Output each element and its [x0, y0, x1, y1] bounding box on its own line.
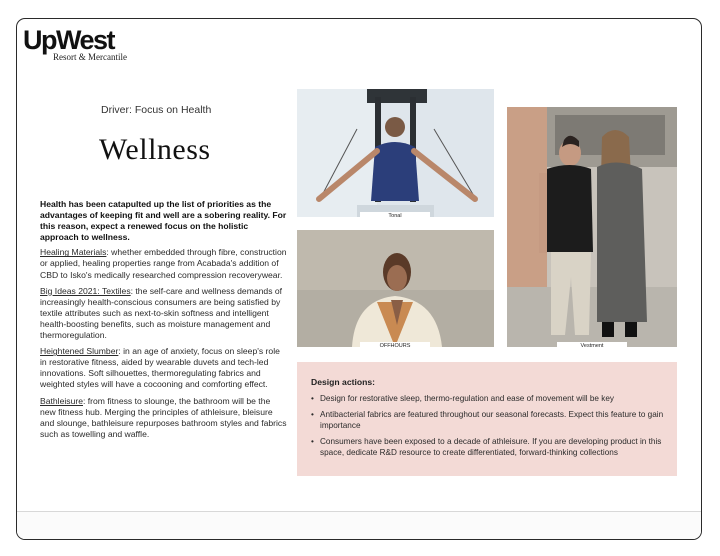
brand-name: UpWest [23, 25, 115, 55]
term-bathleisure: Bathleisure [40, 395, 83, 406]
paragraph-healing-materials [40, 247, 288, 280]
paragraph-heightened-slumber [40, 346, 288, 390]
term-heightened-slumber: Heightened Slumber [40, 346, 119, 357]
text-bathleisure: : from fitness to slounge, the bathroom will be the new fitness hub. Merging the principles of athleisure, bleisure and slounge, bathleisure repurposes bathroom styles and fabrics such as towelling and waffle. [40, 395, 287, 439]
document-frame [16, 18, 702, 540]
brand-logo [23, 27, 143, 62]
text-big-ideas: : the self-care and wellness demands of increasingly health-conscious consumers are being satisfied by textile attributes such as next-to-skin softness and intelligent health-boosting benefits, such as moisture management and thermoregulation. [40, 285, 283, 341]
design-actions-list [311, 393, 671, 463]
term-healing-materials: Healing Materials [40, 247, 107, 258]
caption-tonal: Tonal [360, 212, 430, 220]
page-title: Wellness [99, 133, 211, 166]
term-big-ideas: Big Ideas 2021: Textiles [40, 285, 131, 296]
photo-offhours [297, 230, 494, 347]
body-text [40, 199, 288, 445]
design-action-item: • Design for restorative sleep, thermo-regulation and ease of movement will be key [311, 393, 671, 404]
lead-paragraph: Health has been catapulted up the list of priorities as the advantages of keeping fit and well are a sobering reality. For this reason, expect a renewed focus on the holistic approach to wellness. [40, 199, 287, 243]
brand-tagline: Resort & Mercantile [53, 52, 127, 62]
design-actions-heading: Design actions: [311, 377, 375, 387]
driver-label: Driver: Focus on Health [101, 104, 212, 116]
page-footer-band [17, 511, 701, 539]
photo-vestment [507, 107, 677, 347]
text-healing-materials: : whether embedded through fibre, construction or applied, healing properties range from Acabada's addition of CBD to Isko's medically researched compression recoverywear. [40, 247, 287, 280]
paragraph-big-ideas [40, 286, 288, 341]
design-action-item: • Consumers have been exposed to a decade of athleisure. If you are developing product in this space, dedicate R&D resource to create differentiated, forward-thinking collections [311, 436, 671, 458]
design-action-item: • Antibacterial fabrics are featured throughout our seasonal forecasts. Expect this feature to gain importance [311, 409, 671, 431]
paragraph-bathleisure [40, 396, 288, 440]
caption-offhours: OFFHOURS [360, 342, 430, 350]
design-actions-box [297, 362, 677, 476]
photo-tonal [297, 89, 494, 217]
text-heightened-slumber: : in an age of anxiety, focus on sleep's role in restorative fitness, aided by wearable duvets and tech-led innovations. Soft silhouettes, thermoregulating fabrics and weighted styles will have a cocooning and comforting effect. [40, 346, 280, 390]
caption-vestment: Vestment [557, 342, 627, 350]
